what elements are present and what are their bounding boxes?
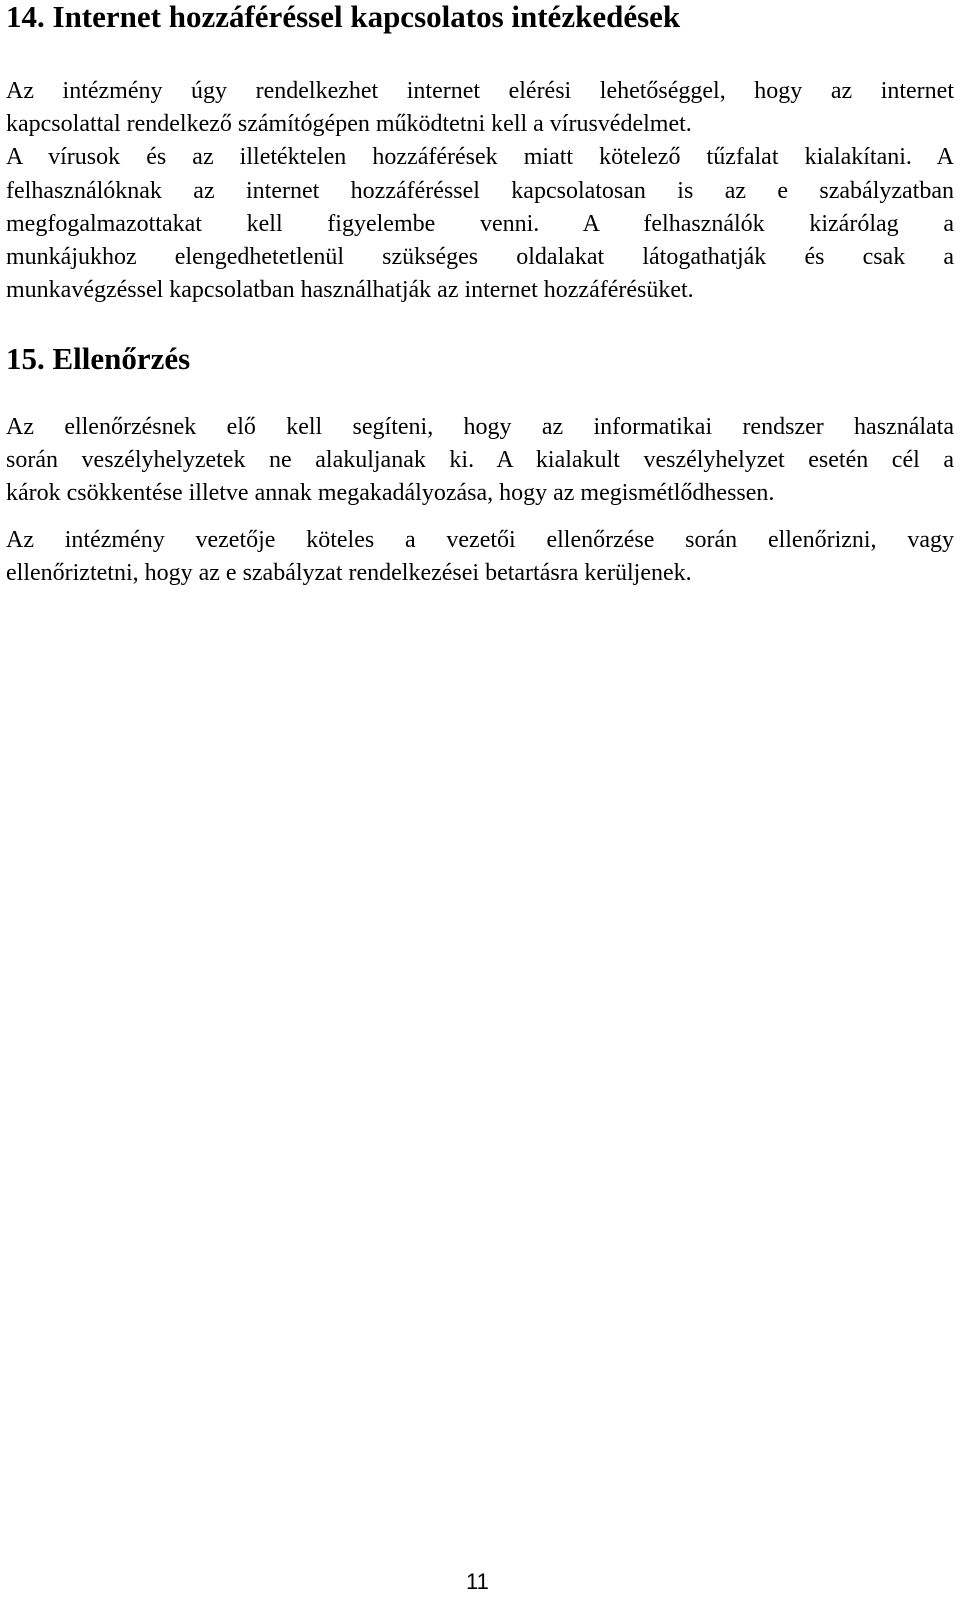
section-15-paragraph-2 (6, 524, 954, 590)
text-line: kapcsolattal rendelkező számítógépen működtetni kell a vírusvédelmet. (6, 111, 692, 138)
text-line: munkájukhoz elengedhetetlenül szükséges oldalakat látogathatják és csak a (6, 244, 954, 271)
text-line: Az intézmény úgy rendelkezhet internet elérési lehetőséggel, hogy az internet (6, 78, 954, 104)
text-line: során veszélyhelyzetek ne alakuljanak ki. A kialakult veszélyhelyzet esetén cél a (6, 447, 954, 474)
text-line: Az intézmény vezetője köteles a vezetői ellenőrzése során ellenőrizni, vagy (6, 527, 954, 553)
section-14-title: 14. Internet hozzáféréssel kapcsolatos intézkedések (6, 0, 681, 34)
text-line: felhasználóknak az internet hozzáféréssel kapcsolatosan is az e szabályzatban (6, 177, 954, 204)
text-line: károk csökkentése illetve annak megakadályozása, hogy az megismétlődhessen. (6, 480, 775, 507)
text-line: ellenőriztetni, hogy az e szabályzat rendelkezései betartásra kerüljenek. (6, 560, 692, 587)
text-line: megfogalmazottakat kell figyelembe venni. A felhasználók kizárólag a (6, 210, 954, 237)
page-number: 11 (466, 1569, 489, 1594)
text-line: munkavégzéssel kapcsolatban használhatják az internet hozzáférésüket. (6, 277, 694, 304)
text-line: A vírusok és az illetéktelen hozzáférések miatt kötelező tűzfalat kialakítani. A (6, 144, 954, 171)
section-15-paragraph-1 (6, 411, 954, 511)
section-14-paragraph-1 (6, 75, 954, 307)
text-line: Az ellenőrzésnek elő kell segíteni, hogy az informatikai rendszer használata (6, 414, 954, 440)
section-15-title: 15. Ellenőrzés (6, 341, 191, 376)
